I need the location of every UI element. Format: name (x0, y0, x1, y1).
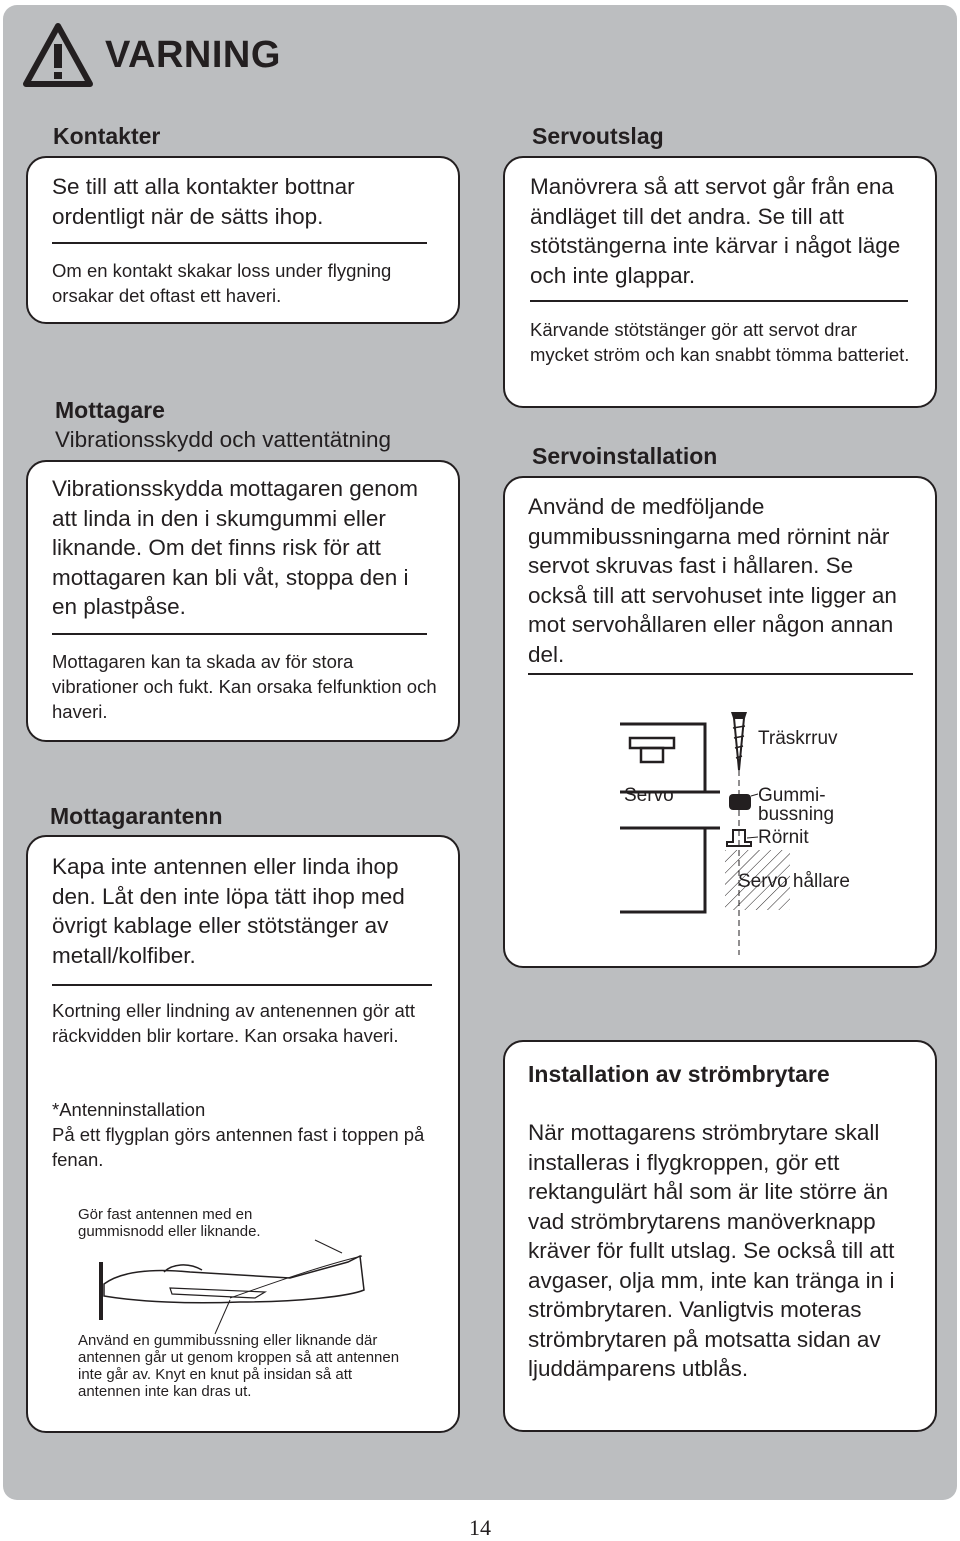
strombrytare-text: När mottagarens strömbrytare skall installeras i flygkroppen, gör ett rektangulärt hål som är lite större än vad strömbrytarens manöverknapp kräver för fullt utslag. Se också till att avgaser, olja mm, inte kan tränga in i strömbrytaren. Vanligtvis moteras strömbrytaren på motsatta sidan av ljuddämparens utblås. (528, 1120, 895, 1381)
servoinstallation-heading: Servoinstallation (532, 443, 718, 469)
antenna-install-text: På ett flygplan görs antennen fast i toppen på fenan. (52, 1124, 425, 1170)
kontakter-text: Se till att alla kontakter bottnar ordentligt när de sätts ihop. (52, 174, 355, 229)
mottagarantenn-heading: Mottagarantenn (50, 803, 223, 829)
mottagarantenn-note: Kortning eller lindning av antenennen gör att räckvidden blir kortare. Kan orsaka haveri. (52, 1000, 416, 1046)
servo-label-holder: Servo hållare (738, 871, 850, 892)
mottagarantenn-text: Kapa inte antennen eller linda ihop den. Låt den inte löpa tätt ihop med övrigt kablage eller stötstänger av metall/kolfiber. (52, 854, 405, 968)
mottagare-subheading: Vibrationsskydd och vattentätning (55, 427, 392, 452)
mottagare-text: Vibrationsskydda mottagaren genom att linda in den i skumgummi eller liknande. Om det finns risk för att mottagaren kan bli våt, stoppa den i en plastpåse. (52, 476, 419, 619)
page-number: 14 (469, 1515, 491, 1540)
servo-label-eyelet: Rörnit (758, 827, 809, 848)
servo-label-grommet: Gummi- (758, 785, 826, 806)
antenna-diagram-label-bottom: Använd en gummibussning eller liknande där antennen går ut genom kroppen så att antennen inte går av. Knyt en knut på insidan så att antennen inte kan dras ut. (78, 1332, 400, 1400)
servoutslag-heading: Servoutslag (532, 123, 664, 149)
kontakter-heading: Kontakter (53, 123, 161, 149)
servoinstallation-text: Använd de medföljande gummibussningarna med rörnint när servot skruvas fast i hållaren. Se också till att servohuset inte ligger an mot servohållaren eller någon annan del. (528, 494, 897, 667)
servoutslag-text: Manövrera så att servot går från ena ändläget till det andra. Se till att stötstängerna inte kärvar i något läge och inte glappar. (530, 174, 901, 288)
warning-title: VARNING (105, 34, 281, 76)
servo-label-servo: Servo (624, 785, 674, 806)
antenna-diagram-label-top: Gör fast antennen med en gummisnodd eller liknande. (78, 1206, 261, 1240)
mottagarantenn-divider (52, 984, 432, 986)
servoutslag-divider (530, 300, 908, 302)
mottagare-note: Mottagaren kan ta skada av för stora vibrationer och fukt. Kan orsaka felfunktion och haveri. (52, 651, 437, 722)
servoutslag-note: Kärvande stötstänger gör att servot drar mycket ström och kan snabbt tömma batteriet. (530, 319, 910, 365)
kontakter-divider (52, 242, 427, 244)
servoinstallation-divider (528, 673, 913, 675)
antenna-install-title: *Antenninstallation (52, 1099, 206, 1120)
kontakter-note: Om en kontakt skakar loss under flygning orsakar det oftast ett haveri. (52, 260, 392, 306)
servo-label-grommet-2: bussning (758, 804, 835, 825)
warning-triangle-icon (22, 22, 94, 88)
mottagare-divider (52, 633, 427, 635)
airplane-antenna-diagram (80, 1240, 430, 1340)
servo-label-screw: Träskrruv (758, 728, 838, 749)
strombrytare-heading: Installation av strömbrytare (528, 1061, 830, 1087)
mottagare-heading: Mottagare (55, 397, 165, 423)
